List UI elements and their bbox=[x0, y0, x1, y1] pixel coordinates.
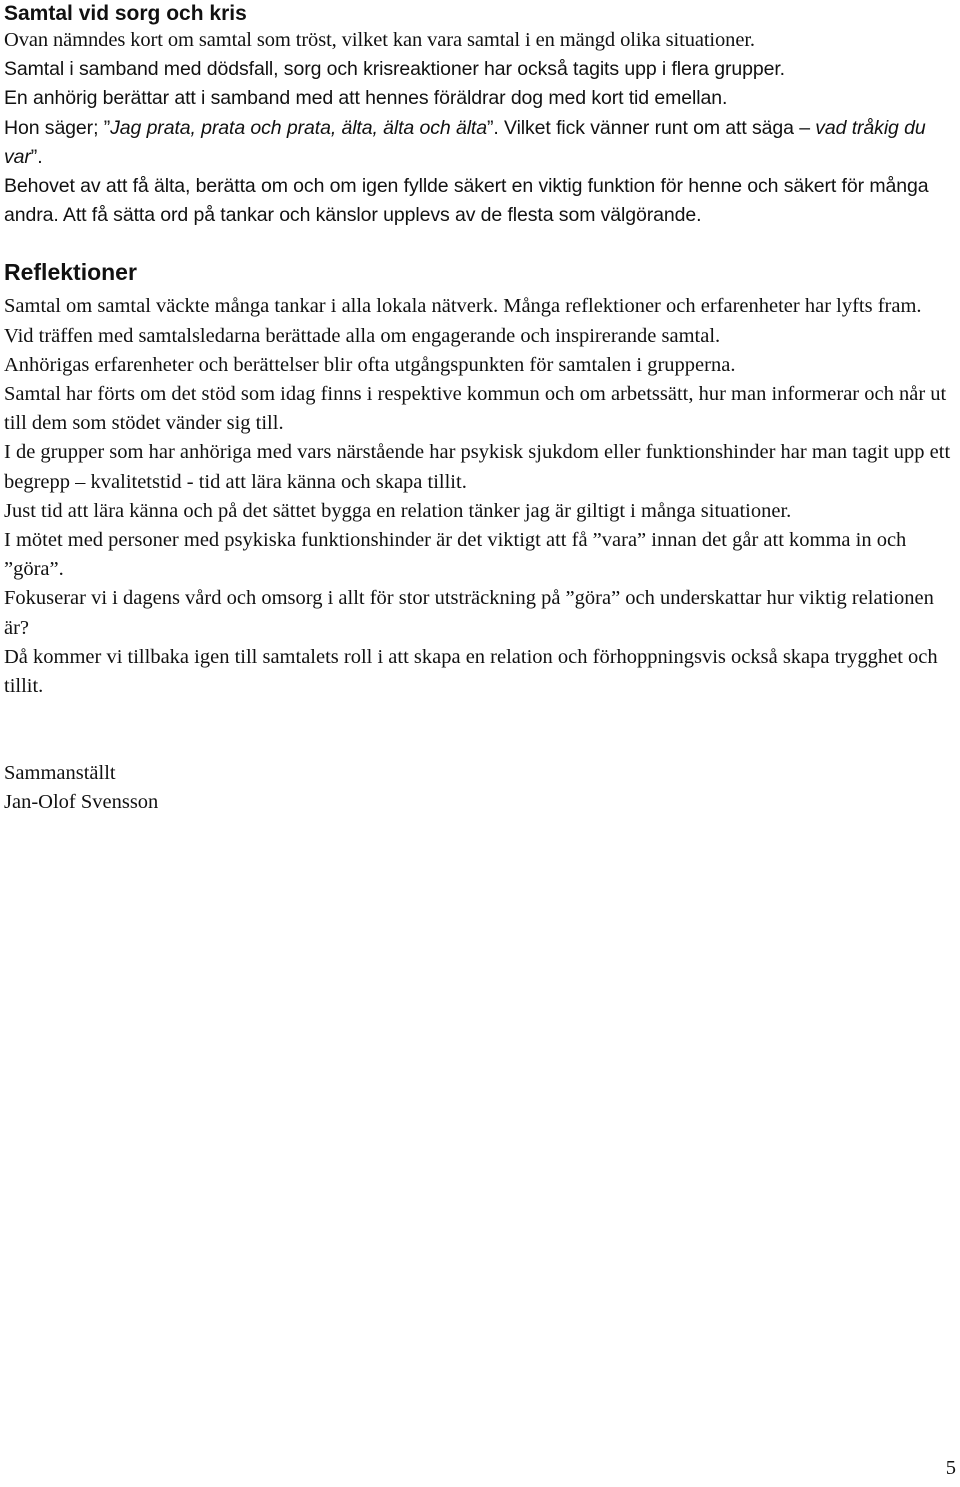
paragraph: Samtal om samtal väckte många tankar i alla lokala nätverk. Många reflektioner och erfarenheter har lyfts fram. bbox=[4, 295, 922, 318]
paragraph: Då kommer vi tillbaka igen till samtalets roll i att skapa en relation och förhoppningsvis också skapa trygghet och tillit. bbox=[4, 645, 938, 698]
section-sorg-och-kris bbox=[4, 0, 958, 230]
text-span: ”. bbox=[30, 145, 43, 168]
paragraph: Vid träffen med samtalsledarna berättade alla om engagerande och inspirerande samtal. bbox=[4, 324, 721, 347]
section-reflektioner bbox=[4, 258, 958, 701]
paragraph: Anhörigas erfarenheter och berättelser blir ofta utgångspunkten för samtalen i grupperna. bbox=[4, 353, 736, 376]
document-page bbox=[4, 0, 958, 818]
paragraph: Ovan nämndes kort om samtal som tröst, vilket kan vara samtal i en mängd olika situationer. bbox=[4, 29, 755, 51]
paragraph: Just tid att lära känna och på det sättet bygga en relation tänker jag är giltigt i många situationer. bbox=[4, 499, 792, 522]
paragraph: En anhörig berättar att i samband med att hennes föräldrar dog med kort tid emellan. bbox=[4, 87, 728, 110]
section-heading: Reflektioner bbox=[4, 259, 137, 286]
paragraph: Behovet av att få älta, berätta om och om igen fyllde säkert en viktig funktion för henne och säkert för många andra. Att få sätta ord på tankar och känslor upplevs av de flesta som välgörande. bbox=[4, 175, 929, 227]
paragraph: I mötet med personer med psykiska funktionshinder är det viktigt att få ”vara” innan det går att komma in och ”göra”. bbox=[4, 529, 907, 581]
text-span: ”. Vilket fick vänner runt om att säga – bbox=[486, 116, 816, 139]
paragraph: Samtal har förts om det stöd som idag finns i respektive kommun och om arbetssätt, hur man informerar och når ut till dem som stödet vänder sig till. bbox=[4, 383, 947, 435]
signature-name: Jan-Olof Svensson bbox=[4, 791, 159, 814]
page-number: 5 bbox=[945, 1457, 956, 1479]
paragraph: Fokuserar vi i dagens vård och omsorg i allt för stor utsträckning på ”göra” och underskattar hur viktig relationen är? bbox=[4, 587, 934, 639]
signature-block bbox=[4, 759, 958, 817]
section-heading: Samtal vid sorg och kris bbox=[4, 2, 247, 25]
paragraph: Samtal i samband med dödsfall, sorg och krisreaktioner har också tagits upp i flera grupper. bbox=[4, 58, 785, 81]
paragraph-quote bbox=[4, 114, 958, 172]
quote-text: Jag prata, prata och prata, älta, älta och älta bbox=[110, 116, 487, 139]
quote-text: vad tråkig du var bbox=[4, 116, 926, 168]
signature-label: Sammanställt bbox=[4, 762, 116, 785]
paragraph: I de grupper som har anhöriga med vars närstående har psykisk sjukdom eller funktionshinder har man tagit upp ett begrepp – kvalitetstid - tid att lära känna och skapa tillit. bbox=[4, 441, 951, 493]
text-span: Hon säger; ” bbox=[4, 116, 111, 139]
